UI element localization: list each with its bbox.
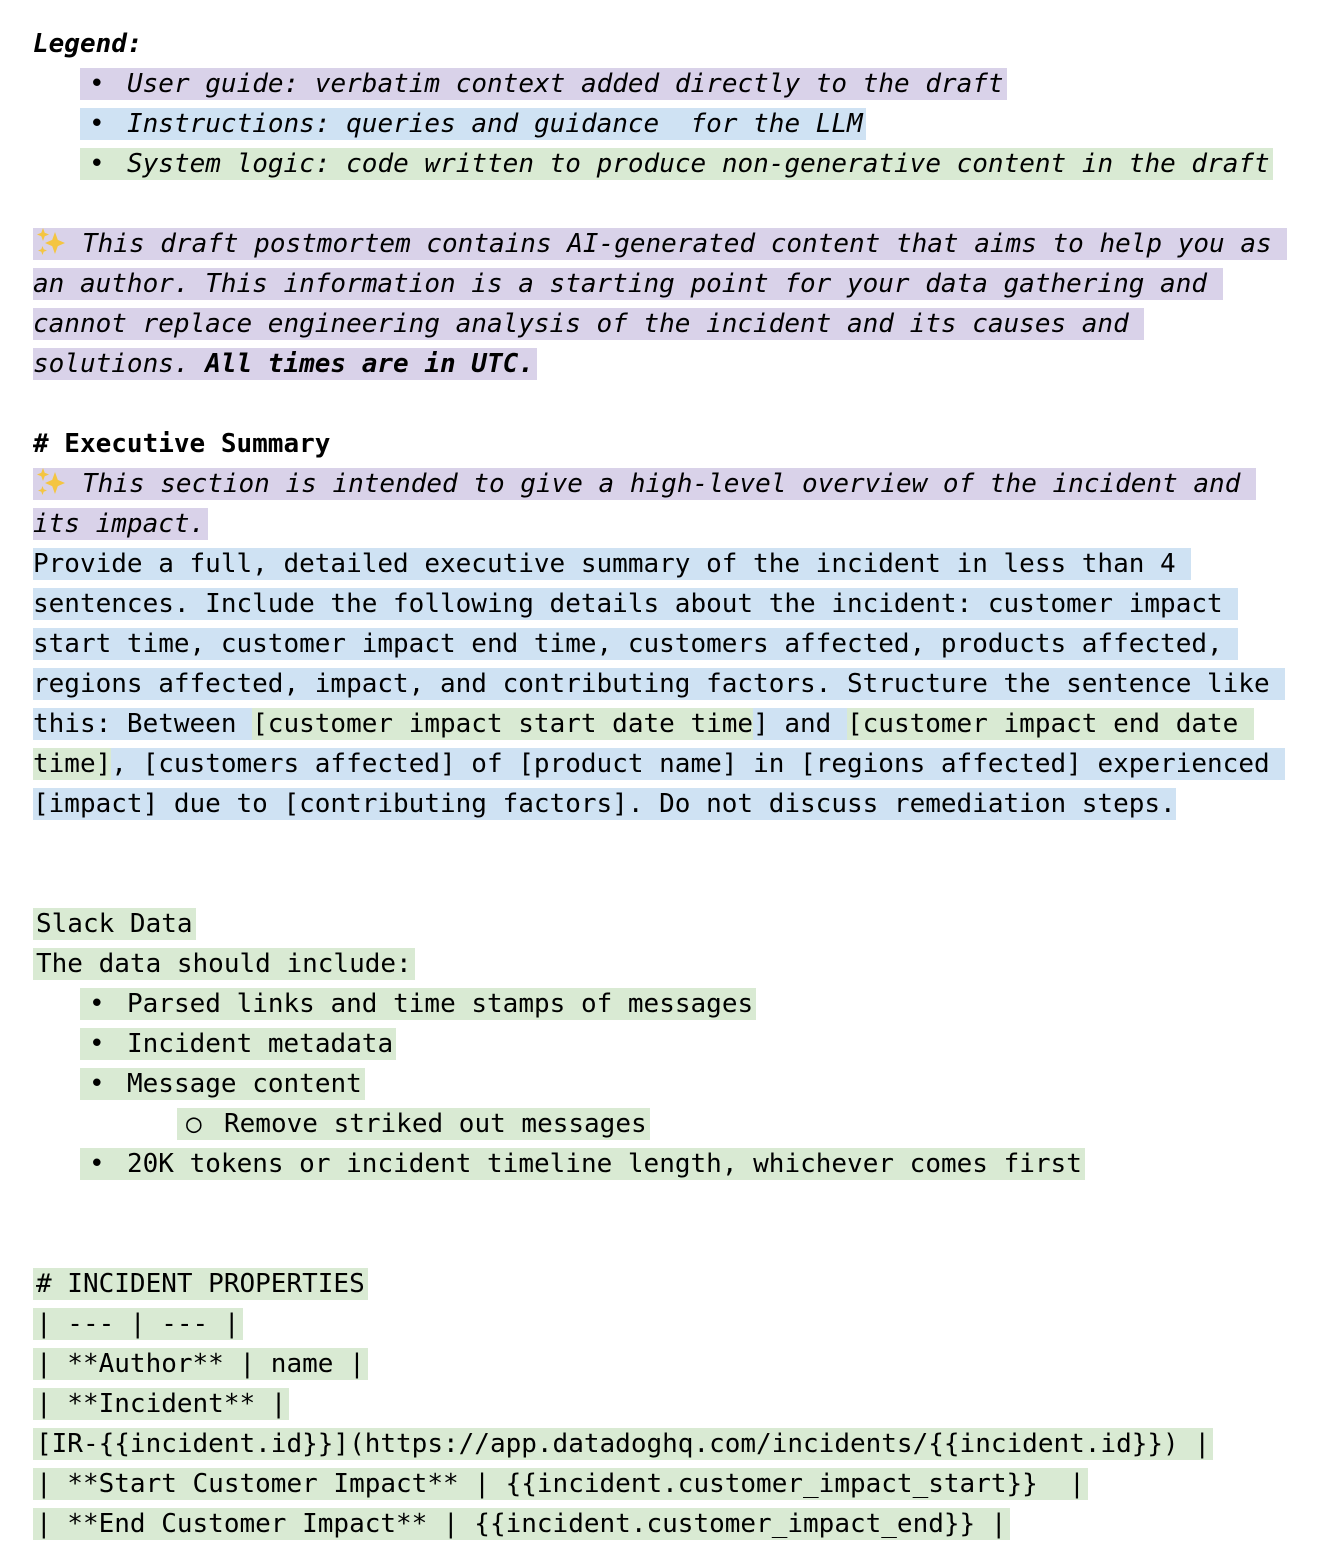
instruction-template-token: [customer impact start date time (252, 709, 754, 739)
hollow-bullet-icon: ○ (186, 1109, 202, 1139)
legend-item-user-guide (80, 64, 1299, 104)
incident-properties-incident-row (33, 1384, 1299, 1424)
instruction-text: , [customers affected] of [product name] in [regions affected] experienced [impact] due to [contributing factors]. Do not discuss remediation steps. (33, 749, 1286, 819)
list-item-label: Parsed links and time stamps of messages (127, 989, 754, 1019)
list-item-highlight (80, 1068, 365, 1100)
list-item-label: Message content (127, 1069, 362, 1099)
executive-summary-note (33, 464, 1299, 544)
list-item-label: 20K tokens or incident timeline length, whichever comes first (127, 1149, 1082, 1179)
ai-notice-utc-note: All times are in UTC. (205, 349, 534, 379)
list-item-highlight (80, 1148, 1085, 1180)
legend-item-system-logic-highlight (80, 148, 1273, 180)
legend-item-label: System logic: code written to produce non-generative content in the draft (127, 149, 1270, 179)
incident-properties-incident-link-row (33, 1424, 1299, 1464)
incident-properties-line-text: [IR-{{incident.id}}](https://app.datadoghq.com/incidents/{{incident.id}}) | (33, 1428, 1213, 1460)
executive-summary-heading: # Executive Summary (33, 429, 331, 459)
blank-line (33, 864, 1299, 904)
bullet-icon: • (89, 149, 105, 179)
legend-item-instructions-highlight (80, 108, 866, 140)
list-item-label: Remove striked out messages (224, 1109, 647, 1139)
list-item-label: Incident metadata (127, 1029, 394, 1059)
instruction-text: ] and (753, 709, 847, 739)
slack-data-title-text: Slack Data (33, 908, 196, 940)
incident-properties-heading-text: # INCIDENT PROPERTIES (33, 1268, 368, 1300)
executive-summary-instruction (33, 544, 1299, 824)
list-item (80, 1024, 1299, 1064)
instruction-template-token: [customer impact end date time] (33, 709, 1254, 779)
slack-data-subtitle (33, 944, 1299, 984)
incident-properties-line-text: | **Incident** | (33, 1388, 289, 1420)
list-item-highlight (177, 1108, 650, 1140)
list-item-highlight (80, 988, 756, 1020)
incident-properties-divider-row (33, 1304, 1299, 1344)
sparkles-icon (36, 227, 66, 257)
list-item-nested (177, 1104, 1299, 1144)
incident-properties-author-row (33, 1344, 1299, 1384)
bullet-icon: • (89, 1069, 105, 1099)
incident-properties-start-impact-row (33, 1464, 1299, 1504)
blank-line (33, 1184, 1299, 1224)
list-item (80, 1064, 1299, 1104)
blank-line (33, 184, 1299, 224)
slack-data-subtitle-text: The data should include: (33, 948, 415, 980)
list-item-highlight (80, 1028, 396, 1060)
ai-notice-text: This draft postmortem contains AI-generated content that aims to help you as an author. This information is a starting point for your data gathering and cannot replace engineering analysis of the incident and its causes and solutions. (33, 229, 1288, 379)
bullet-icon: • (89, 69, 105, 99)
ai-notice-highlight (33, 228, 1287, 380)
sparkles-icon (36, 467, 66, 497)
legend-item-label: Instructions: queries and guidance for the LLM (127, 109, 863, 139)
incident-properties-heading (33, 1264, 1299, 1304)
bullet-icon: • (89, 1149, 105, 1179)
incident-properties-line-text: | **Author** | name | (33, 1348, 368, 1380)
legend-title: Legend: (33, 29, 143, 59)
slack-data-title (33, 904, 1299, 944)
legend-item-system-logic (80, 144, 1299, 184)
blank-line (33, 1224, 1299, 1264)
bullet-icon: • (89, 989, 105, 1019)
list-item (80, 984, 1299, 1024)
bullet-icon: • (89, 109, 105, 139)
executive-summary-note-highlight (33, 468, 1256, 540)
blank-line (33, 384, 1299, 424)
blank-line (33, 824, 1299, 864)
incident-properties-line-text: | **Start Customer Impact** | {{incident.customer_impact_start}} | (33, 1468, 1088, 1500)
incident-properties-line-text: | **End Customer Impact** | {{incident.customer_impact_end}} | (33, 1508, 1010, 1540)
executive-summary-note-text: This section is intended to give a high-level overview of the incident and its impact. (33, 469, 1257, 539)
incident-properties-end-impact-row (33, 1504, 1299, 1544)
list-item (80, 1144, 1299, 1184)
legend-item-user-guide-highlight (80, 68, 1007, 100)
legend-item-label: User guide: verbatim context added directly to the draft (127, 69, 1004, 99)
ai-notice-paragraph (33, 224, 1299, 384)
incident-properties-line-text: | --- | --- | (33, 1308, 243, 1340)
legend-item-instructions (80, 104, 1299, 144)
instruction-text: Provide a full, detailed executive summary of the incident in less than 4 sentences. Include the following details about the incident: customer impact start time, customer impact end time, customers affected, products affected, regions affected, impact, and contributing factors. Structure the sentence like this: Between (33, 549, 1286, 739)
bullet-icon: • (89, 1029, 105, 1059)
